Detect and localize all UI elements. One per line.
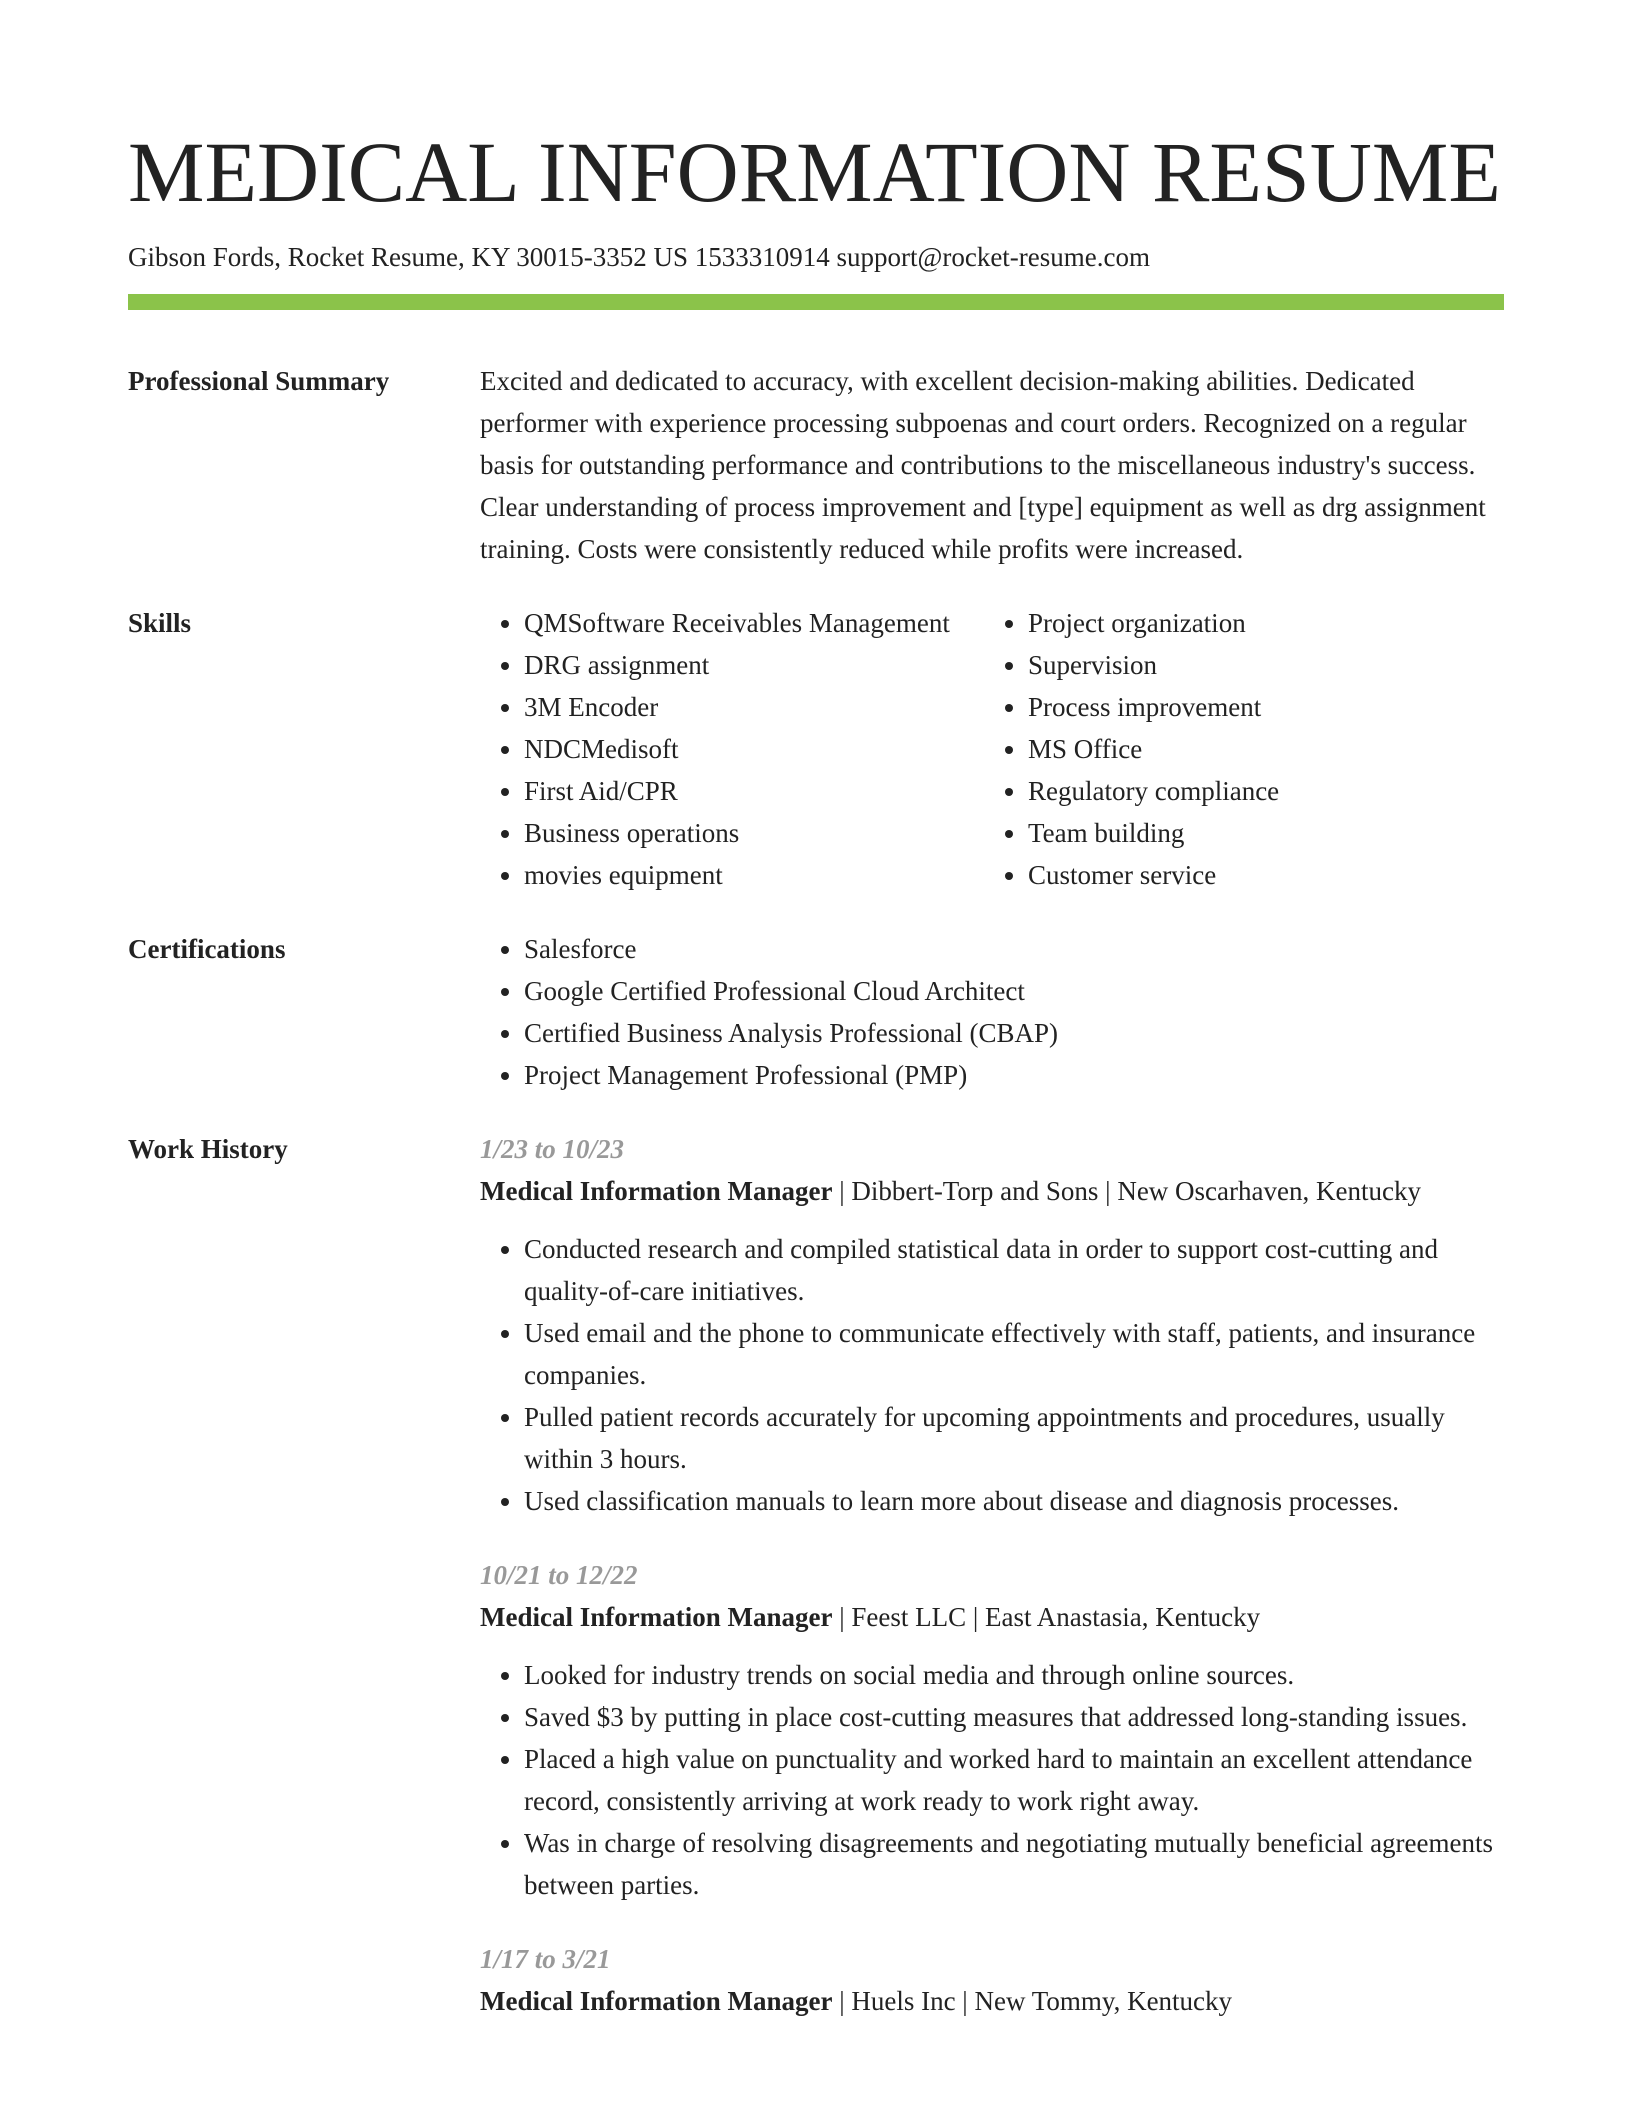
job-details: | Huels Inc | New Tommy, Kentucky [832,1986,1233,2016]
skills-columns [480,602,1504,896]
skill-item: • First Aid/CPR [524,770,984,812]
job-title: Medical Information Manager [480,1602,833,1632]
job-heading [480,1170,1504,1212]
skill-item: • MS Office [1028,728,1488,770]
skill-item: • movies equipment [524,854,984,896]
skills-heading: Skills [128,608,192,638]
job-dates: 1/23 to 10/23 [480,1134,625,1164]
job-dates: 1/17 to 3/21 [480,1944,611,1974]
skill-item: • DRG assignment [524,644,984,686]
skill-item: • Regulatory compliance [1028,770,1488,812]
job-bullets [480,1654,1504,1906]
job-details: | Dibbert-Torp and Sons | New Oscarhaven, Kentucky [832,1176,1421,1206]
skills-section [128,602,1504,896]
job-bullet: • Looked for industry trends on social media and through online sources. [524,1654,1504,1696]
job-bullet: • Used email and the phone to communicate effectively with staff, patients, and insurance companies. [524,1312,1504,1396]
certification-item: • Salesforce [524,928,1504,970]
skills-list-left [480,602,984,896]
summary-section [128,360,1504,570]
skill-item: • NDCMedisoft [524,728,984,770]
work-history-heading: Work History [128,1134,288,1164]
job-heading [480,1596,1504,1638]
job-bullet: • Pulled patient records accurately for upcoming appointments and procedures, usually within 3 hours. [524,1396,1504,1480]
certifications-list [480,928,1504,1096]
skill-item: • Process improvement [1028,686,1488,728]
job-bullet: • Saved $3 by putting in place cost-cutting measures that addressed long-standing issues. [524,1696,1504,1738]
job-title: Medical Information Manager [480,1986,833,2016]
skill-item: • Team building [1028,812,1488,854]
certification-item: • Google Certified Professional Cloud Architect [524,970,1504,1012]
job-dates: 10/21 to 12/22 [480,1560,638,1590]
skill-item: • Customer service [1028,854,1488,896]
job-bullet: • Placed a high value on punctuality and worked hard to maintain an excellent attendance record, consistently arriving at work ready to work right away. [524,1738,1504,1822]
certifications-section [128,928,1504,1096]
resume-page [128,0,1504,2054]
resume-title: MEDICAL INFORMATION RESUME [128,124,1501,220]
job-entry [480,1554,1504,1906]
job-bullet: • Was in charge of resolving disagreements and negotiating mutually beneficial agreements between parties. [524,1822,1504,1906]
job-title: Medical Information Manager [480,1176,833,1206]
job-entry [480,1128,1504,1522]
work-history-section [128,1128,1504,2054]
contact-line: Gibson Fords, Rocket Resume, KY 30015-3352 US 1533310914 support@rocket-resume.com [128,242,1151,272]
summary-heading: Professional Summary [128,366,390,396]
job-bullet: • Used classification manuals to learn more about disease and diagnosis processes. [524,1480,1504,1522]
summary-text: Excited and dedicated to accuracy, with excellent decision-making abilities. Dedicated performer with experience processing subpoenas and court orders. Recognized on a regular basis for outstanding performance and contributions to the miscellaneous industry's success. Clear understanding of process improvement and [type] equipment as well as drg assignment training. Costs were consistently reduced while profits were increased. [480,366,1486,564]
work-history-body [480,1128,1504,2054]
accent-divider [128,294,1504,310]
skill-item: • Supervision [1028,644,1488,686]
job-entry [480,1938,1504,2022]
job-details: | Feest LLC | East Anastasia, Kentucky [832,1602,1261,1632]
certifications-heading: Certifications [128,934,286,964]
job-bullet: • Conducted research and compiled statistical data in order to support cost-cutting and quality-of-care initiatives. [524,1228,1504,1312]
job-bullets [480,1228,1504,1522]
job-heading [480,1980,1504,2022]
skill-item: • 3M Encoder [524,686,984,728]
certification-item: • Certified Business Analysis Professional (CBAP) [524,1012,1504,1054]
skill-item: • Project organization [1028,602,1488,644]
skill-item: • Business operations [524,812,984,854]
certifications-body [480,928,1504,1096]
skill-item: • QMSoftware Receivables Management [524,602,984,644]
certification-item: • Project Management Professional (PMP) [524,1054,1504,1096]
skills-list-right [984,602,1488,896]
